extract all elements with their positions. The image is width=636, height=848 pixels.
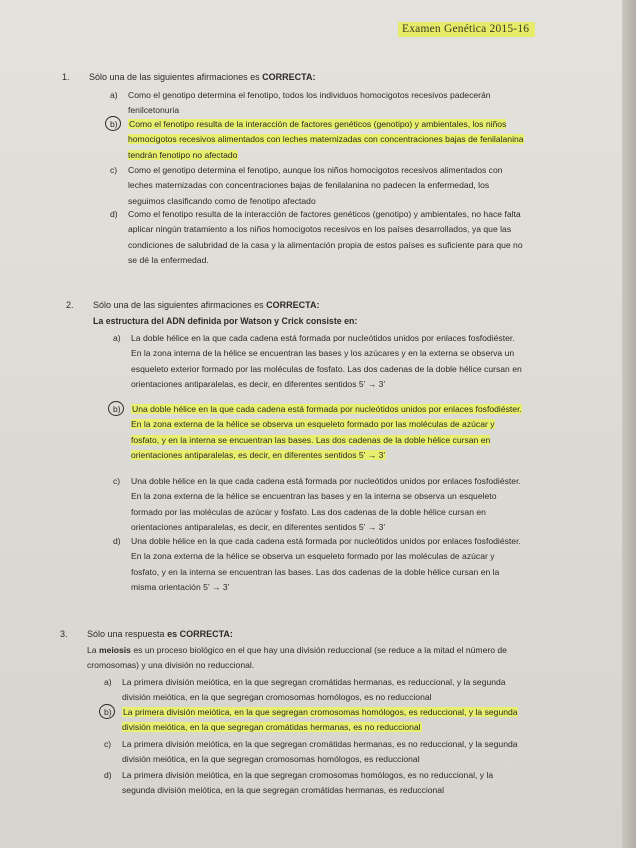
option-b-selected: b) La primera división meiótica, en la que segregan cromosomas homólogos, es reduccional, y la segunda división meiótica, en la que segregan cromátidas hermanas, es no reduccional (122, 705, 528, 736)
option-d: d) Una doble hélice en la que cada cadena está formada por nucleótidos unidos por enlaces fosfodiéster. En la zona externa de la hélice se observa un esqueleto formado por las moléculas de azúcar y fosfato, y en la interna se encuentran las bases. Las dos cadenas de la doble hélice cursan en la misma orientación 5’ → 3’ (113, 536, 521, 593)
question-number: 1. (62, 72, 70, 82)
option-a: a) La doble hélice en la que cada cadena está formada por nucleótidos unidos por enlaces fosfodiéster. En la zona interna de la hélice se encuentran las bases y los azúcares y en la externa se observa un esqueleto exterior formado por las moléculas de fosfato. Las dos cadenas de la doble hélice cursan en orientaciones antiparalelas, es decir, en diferentes sentidos 5’ → 3’ (113, 333, 522, 390)
question-subhead: La estructura del ADN definida por Watson y Crick consiste en: (93, 316, 358, 326)
question-number: 3. (60, 629, 68, 639)
option-b-selected: b) Como el fenotipo resulta de la interacción de factores genéticos (genotipo) y ambientales, los niños homocigotos recesivos alimentados con leches maternizadas con concentraciones bajas de fenilalanina tendrán fenotipo no afectado (128, 117, 526, 163)
option-c: c) Una doble hélice en la que cada cadena está formada por nucleótidos unidos por enlaces fosfodiéster. En la zona externa de la hélice se encuentran las bases y en la interna se observa un esqueleto formado por las moléculas de azúcar y fosfato. Las dos cadenas de la doble hélice cursan en orientaciones antiparalelas, es decir, en diferentes sentidos 5’ → 3’ (113, 476, 521, 533)
question-stem: Sólo una de las siguientes afirmaciones es CORRECTA: (93, 300, 320, 310)
highlighted-answer-text: La primera división meiótica, en la que segregan cromosomas homólogos, es reduccional, y la segunda división meiótica, en la que segregan cromátidas hermanas, es no reduccional (122, 707, 518, 733)
option-c: c) La primera división meiótica, en la que segregan cromátidas hermanas, es no reduccional, y la segunda división meiótica, en la que segregan cromosomas homólogos, es reduccional (104, 739, 518, 765)
exam-title: Examen Genética 2015-16 (398, 22, 535, 37)
question-intro: La meiosis es un proceso biológico en el que hay una división reduccional (se reduce a la mitad el número de cromosomas) y una división no reduccional. (87, 645, 507, 670)
option-b-selected: b) Una doble hélice en la que cada cadena está formada por nucleótidos unidos por enlaces fosfodiéster. En la zona externa de la hélice se observa un esqueleto formado por las moléculas de azúcar y fosfato, y en la interna se encuentran las bases. Las dos cadenas de la doble hélice cursan en orientaciones antiparalelas, es decir, en diferentes sentidos 5’ → 3’ (131, 402, 525, 464)
highlighted-answer-text: Como el fenotipo resulta de la interacción de factores genéticos (genotipo) y ambientales, los niños homocigotos recesivos alimentados con leches maternizadas con concentraciones bajas de fenilalanina tendrán fenotipo no afectado (128, 119, 524, 160)
highlighted-answer-text: Una doble hélice en la que cada cadena está formada por nucleótidos unidos por enlaces fosfodiéster. En la zona externa de la hélice se observa un esqueleto formado por las moléculas de azúcar y fosfato, y en la interna se encuentran las bases. Las dos cadenas de la doble hélice cursan en orientaciones antiparalelas, es decir, en diferentes sentidos 5’ → 3’ (131, 404, 522, 461)
question-stem: Sólo una respuesta es CORRECTA: (87, 629, 233, 639)
option-a: a) La primera división meiótica, en la que segregan cromátidas hermanas, es reduccional, y la segunda división meiótica, en la que segregan cromosomas homólogos, es no reduccional (104, 677, 506, 703)
question-stem: Sólo una de las siguientes afirmaciones es CORRECTA: (89, 72, 316, 82)
question-number: 2. (66, 300, 74, 310)
option-a: a) Como el genotipo determina el fenotipo, todos los individuos homocigotos recesivos padecerán fenilcetonuria (110, 90, 491, 116)
page-edge-shadow (622, 0, 636, 848)
option-c: c) Como el genotipo determina el fenotipo, aunque los niños homocigotos recesivos alimentados con leches maternizadas con concentraciones bajas de fenilalanina no padecen la enfermedad, los seguimos clasificando como de fenotipo afectado (110, 165, 503, 206)
option-d: d) La primera división meiótica, en la que segregan cromosomas homólogos, es no reduccional, y la segunda división meiótica, en la que segregan cromátidas hermanas, es reduccional (104, 770, 494, 796)
option-d: d) Como el fenotipo resulta de la interacción de factores genéticos (genotipo) y ambientales, no hace falta aplicar ningún tratamiento a los niños homocigotos recesivos en los países desarrollados, ya que las condiciones de salubridad de la casa y la alimentación propia de estos países es suficiente para que no se dé la enfermedad. (110, 209, 523, 266)
